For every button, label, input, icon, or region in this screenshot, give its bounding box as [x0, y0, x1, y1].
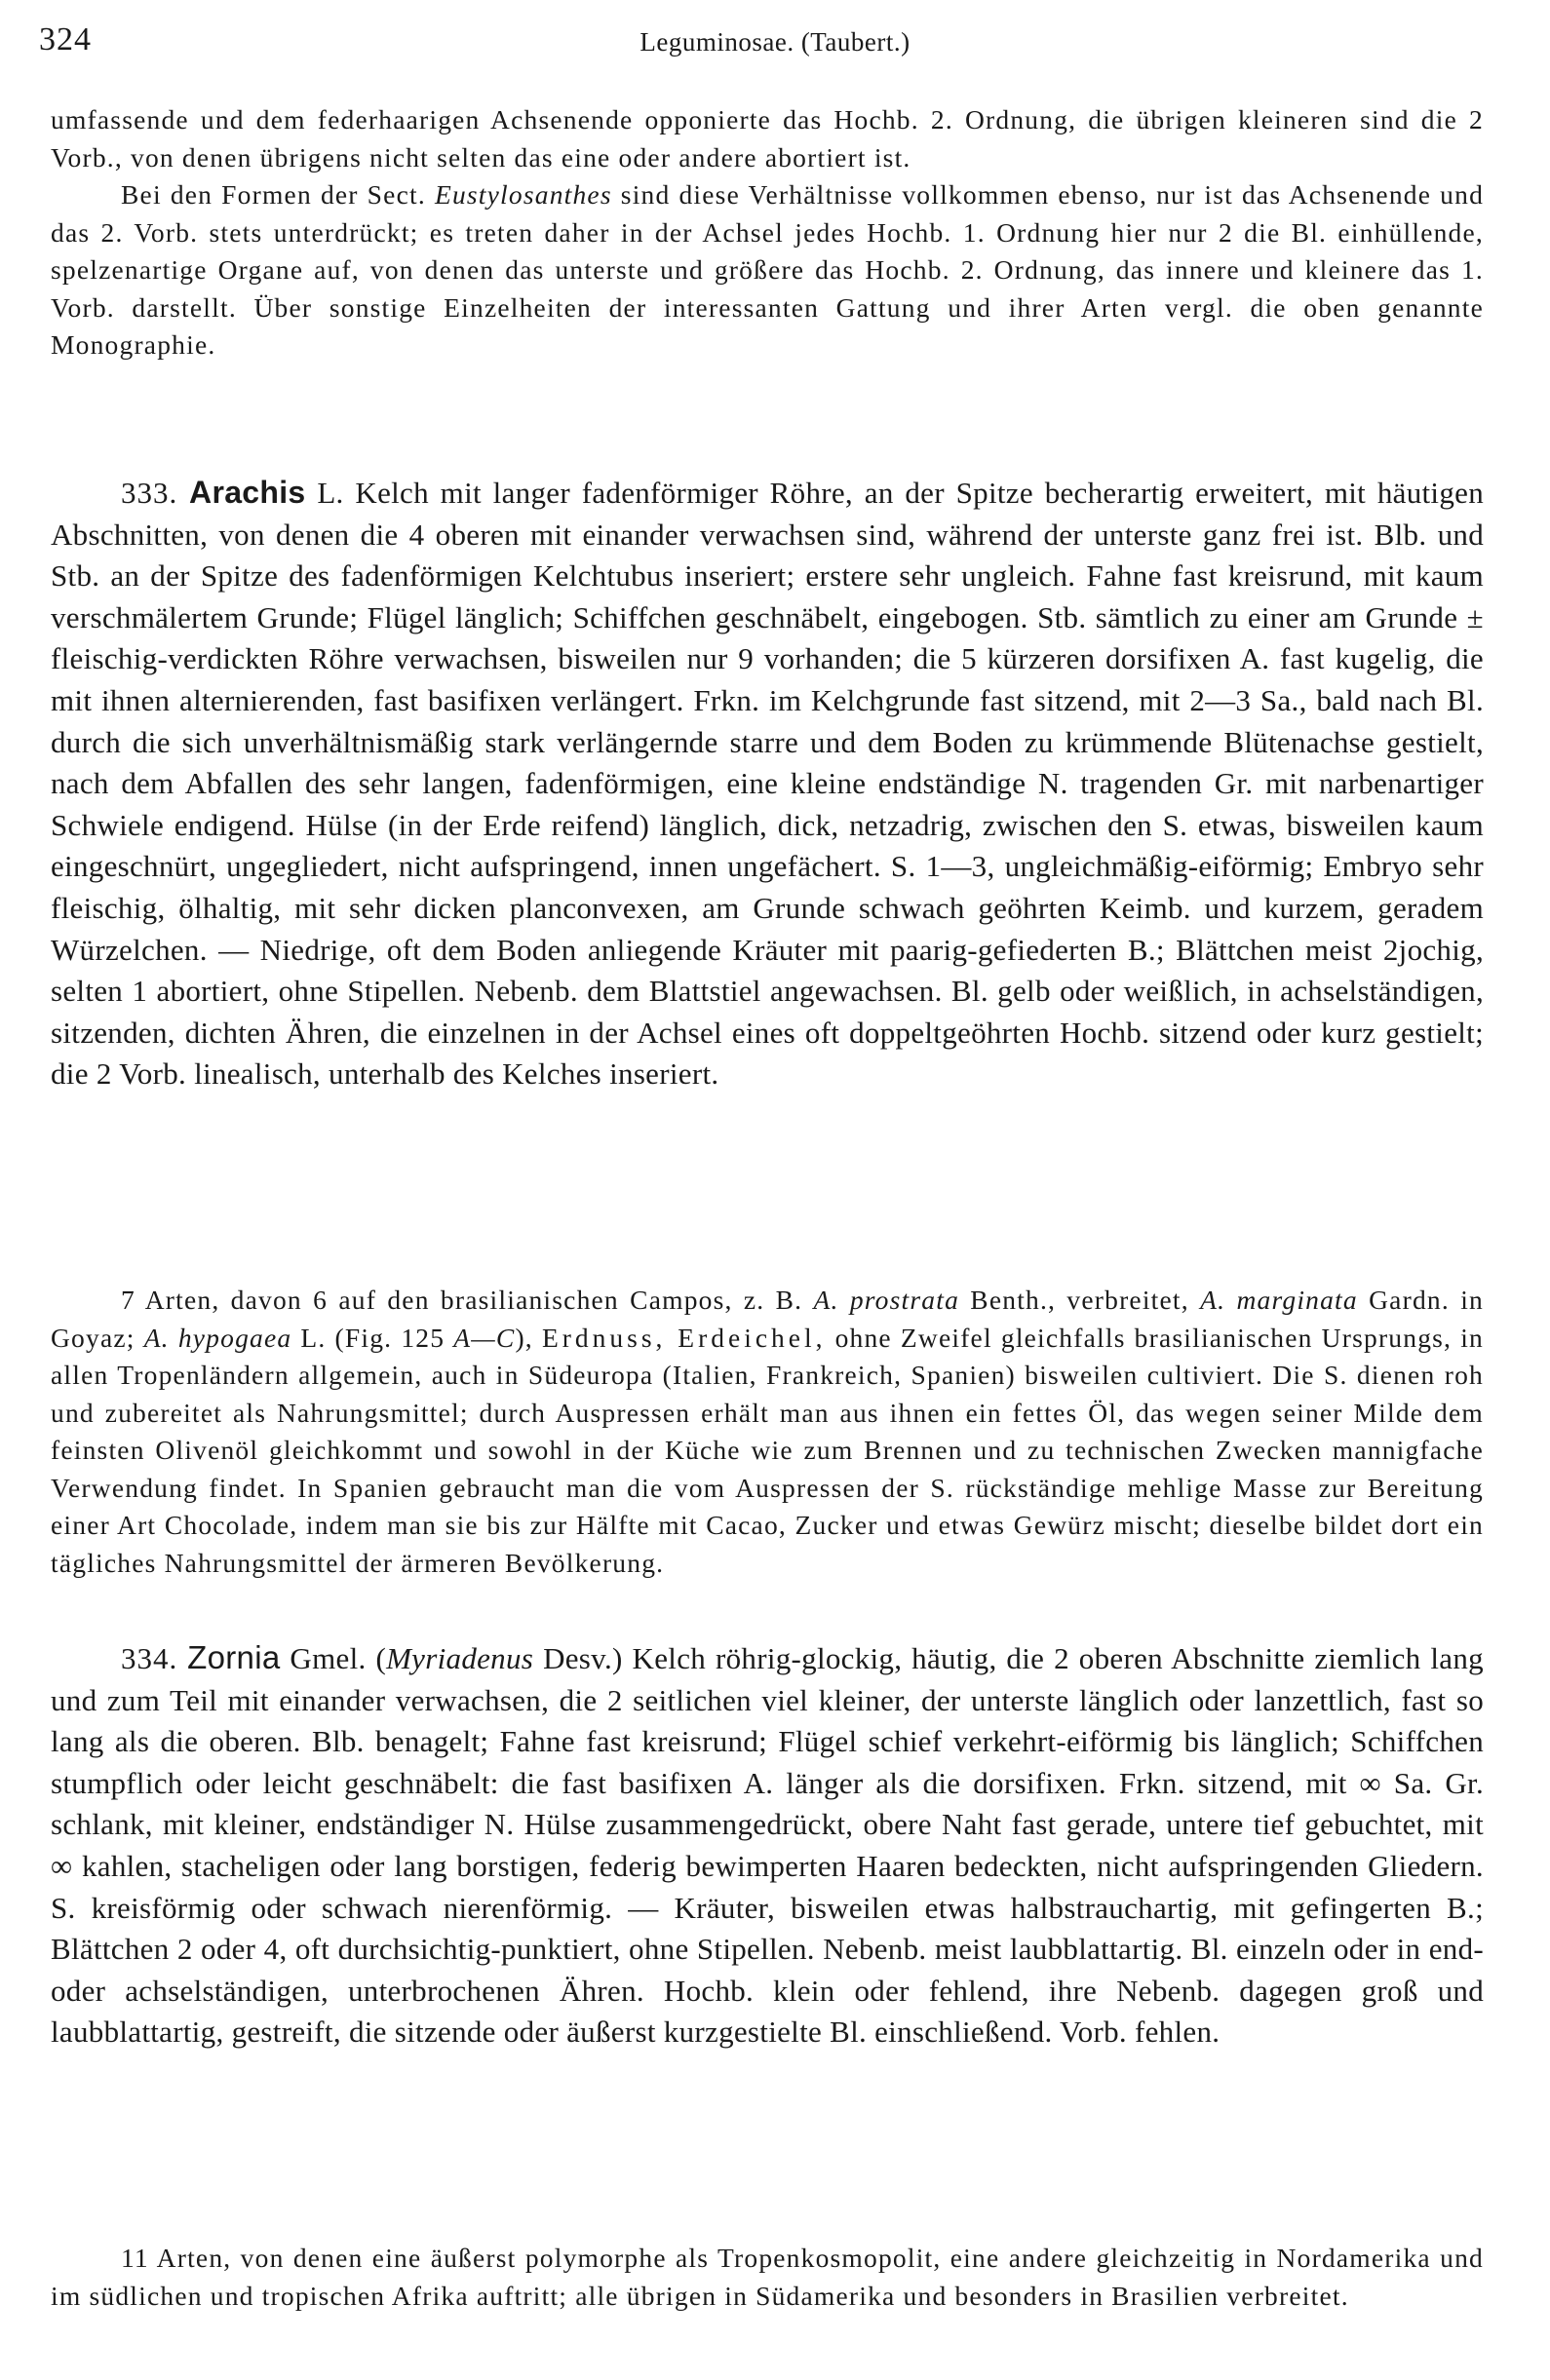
intro-p2-lead: Bei den Formen der Sect. [121, 179, 426, 210]
running-head: Leguminosae. (Taubert.) [639, 27, 911, 57]
species-name: A. prostrata [813, 1285, 960, 1315]
genus-description: Kelch röhrig-glockig, häutig, die 2 oberen Abschnitte ziemlich lang und zum Teil mit einander verwachsen, die 2 seitlichen viel kleiner, der unterste länglich oder lanzettlich, fast so lang als die oberen. Blb. benagelt; Fahne fast kreisrund; Flügel schief verkehrt-eiförmig bis länglich; Schiffchen stumpflich oder leicht geschnäbelt: die fast basifixen A. länger als die dorsifixen. Frkn. sitzend, mit ∞ Sa. Gr. schlank, mit kleiner, endständiger N. Hülse zusammengedrückt, obere Naht fast gerade, untere tief gebuchtet, mit ∞ kahlen, stacheligen oder lang borstigen, federig bewimperten Haaren bedeckten, nicht aufspringenden Gliedern. S. kreisförmig oder schwach nierenförmig. — Kräuter, bisweilen etwas halbstrauchartig, mit gefingerten B.; Blättchen 2 oder 4, oft durchsichtig-punktiert, ohne Stipellen. Nebenb. meist laubblattartig. Bl. einzeln oder in end- oder achselständigen, unterbrochenen Ähren. Hochb. klein oder fehlend, ihre Nebenb. dagegen groß und laubblattartig, gestreift, die sitzende oder äußerst kurzgestielte Bl. einschließend. Vorb. fehlen. [51, 1641, 1484, 2050]
genus-number: 333. [121, 476, 178, 510]
genus-author: Gmel. [290, 1641, 367, 1675]
intro-paragraph-2 [51, 176, 1484, 365]
species-note: 11 Arten, von denen eine äußerst polymorphe als Tropenkosmopolit, eine andere gleichzeitig in Nordamerika und im südlichen und tropischen Afrika auftritt; alle übrigen in Südamerika und besonders in Brasilien verbreitet. [51, 2243, 1484, 2311]
section-name: Eustylosanthes [434, 179, 612, 210]
intro-p2-body: sind diese Verhältnisse vollkommen ebenso, nur ist das Achsenende und das 2. Vorb. stets unterdrückt; es treten daher in der Achsel jedes Hochb. 1. Ordnung hier nur 2 die Bl. einhüllende, spelzenartige Organe auf, von denen das unterste und größere das Hochb. 2. Ordnung, das innere und kleinere das 1. Vorb. darstellt. Über sonstige Einzelheiten der interessanten Gattung und ihrer Arten vergl. die oben genannte Monographie. [51, 179, 1485, 360]
arachis-species-note [51, 1282, 1484, 1582]
note-text: 7 Arten, davon 6 auf den brasilianischen Campos, z. B. [121, 1285, 803, 1315]
note-text: L. (Fig. 125 [300, 1322, 446, 1353]
genus-description: Kelch mit langer fadenförmiger Röhre, an der Spitze becherartig erweitert, mit häutigen Abschnitten, von denen die 4 oberen mit einander verwachsen sind, während der unterste ganz frei ist. Blb. und Stb. an der Spitze des fadenförmigen Kelchtubus inseriert; erstere sehr ungleich. Fahne fast kreisrund, mit kaum verschmälertem Grunde; Flügel länglich; Schiffchen geschnäbelt, eingebogen. Stb. sämtlich zu einer am Grunde ± fleischig-verdickten Röhre verwachsen, bisweilen nur 9 vorhanden; die 5 kürzeren dorsifixen A. fast kugelig, die mit ihnen alternierenden, fast basifixen verlängert. Frkn. im Kelchgrunde fast sitzend, mit 2—3 Sa., bald nach Bl. durch die sich unverhältnismäßig stark verlängernde starre und dem Boden zu krümmende Blütenachse gestielt, nach dem Abfallen des sehr langen, fadenförmigen, eine kleine endständige N. tragenden Gr. mit narbenartiger Schwiele endigend. Hülse (in der Erde reifend) länglich, dick, netzadrig, zwischen den S. etwas, bisweilen kaum eingeschnürt, ungegliedert, nicht aufspringend, innen ungefächert. S. 1—3, ungleichmäßig-eiförmig; Embryo sehr fleischig, ölhaltig, mit sehr dicken planconvexen, am Grunde schwach geöhrten Keimb. und kurzem, geradem Würzelchen. — Niedrige, oft dem Boden anliegende Kräuter mit paarig-gefiederten B.; Blättchen meist 2jochig, selten 1 abortiert, ohne Stipellen. Nebenb. dem Blattstiel angewachsen. Bl. gelb oder weißlich, in achselständigen, sitzenden, dichten Ähren, die einzelnen in der Achsel eines oft doppeltgeöhrten Hochb. sitzend oder kurz gestielt; die 2 Vorb. linealisch, unterhalb des Kelches inseriert. [51, 476, 1484, 1092]
species-note [51, 1282, 1484, 1582]
intro-paragraph-1: umfassende und dem federhaarigen Achsenende opponierte das Hochb. 2. Ordnung, die übrigen kleineren sind die 2 Vorb., von denen übrigens nicht selten das eine oder andere abortiert ist. [51, 104, 1484, 173]
genus-arachis [51, 472, 1484, 1095]
genus-name: Zornia [187, 1639, 281, 1675]
genus-zornia [51, 1637, 1484, 2054]
zornia-species-note [51, 2240, 1484, 2315]
note-text: ), [515, 1322, 533, 1353]
synonym-author: Desv.) [543, 1641, 623, 1675]
note-text: ohne Zweifel gleichfalls brasilianischen Ursprungs, in allen Tropenländern allgemein, auch in Südeuropa (Italien, Frankreich, Spanien) bisweilen cultiviert. Die S. dienen roh und zubereitet als Nahrungsmittel; durch Auspressen erhält man aus ihnen ein fettes Öl, das wegen seiner Milde dem feinsten Olivenöl gleichkommt und sowohl in der Küche wie zum Brennen und zu technischen Zwecken mannigfache Verwendung findet. In Spanien gebraucht man die vom Auspressen der S. rückständige mehlige Masse zur Bereitung einer Art Chocolade, indem man sie bis zur Hälfte mit Cacao, Zucker und etwas Gewürz mischt; dieselbe bildet dort ein tägliches Nahrungsmittel der ärmeren Bevölkerung. [51, 1322, 1484, 1578]
common-names: Erdnuss, Erdeichel, [541, 1322, 827, 1353]
genus-number: 334. [121, 1641, 178, 1675]
synonym-open: ( [375, 1641, 387, 1675]
zornia-description [51, 1637, 1484, 2054]
page-header [39, 21, 1511, 70]
arachis-description [51, 472, 1484, 1095]
synonym-name: Myriadenus [386, 1641, 534, 1675]
genus-name: Arachis [189, 475, 306, 510]
genus-author: L. [317, 476, 344, 510]
note-text: Gardn. in Goyaz; [51, 1285, 1484, 1353]
species-name: A. hypogaea [143, 1322, 292, 1353]
species-name: A. marginata [1200, 1285, 1358, 1315]
page-number: 324 [39, 21, 92, 58]
note-text: Benth., verbreitet, [970, 1285, 1189, 1315]
figure-reference: A—C [453, 1322, 516, 1353]
intro-section [51, 101, 1484, 365]
